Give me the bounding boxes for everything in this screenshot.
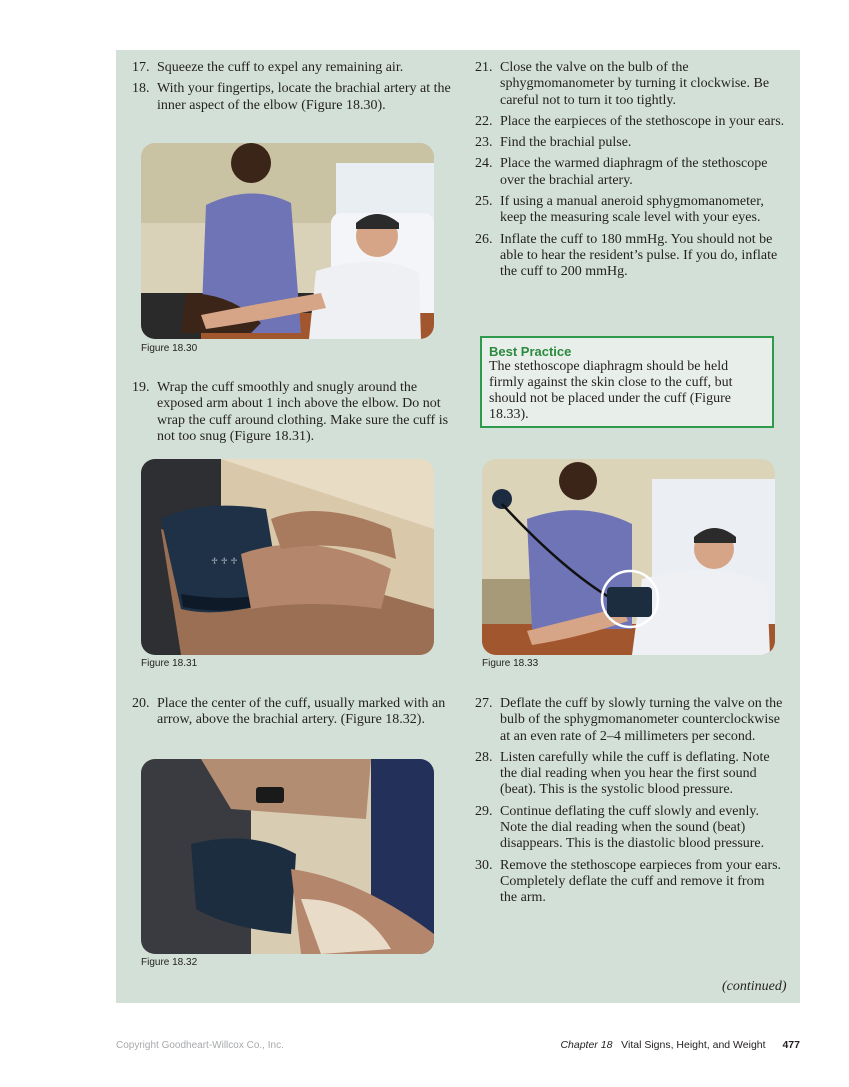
- step-text: If using a manual aneroid sphygmomanometer, keep the measuring scale level with your eyes.: [500, 194, 764, 226]
- chapter-title: Vital Signs, Height, and Weight: [621, 1039, 766, 1051]
- steps-list-21-26: [460, 60, 785, 286]
- step-text: Squeeze the cuff to expel any remaining air.: [157, 60, 404, 75]
- step-number: 25.: [475, 194, 493, 210]
- step-text: Wrap the cuff smoothly and snugly around the exposed arm about 1 inch above the elbow. Do not wrap the cuff around clothing. Make sure the cuff is not too snug (Figure 18.31).: [157, 380, 449, 444]
- step-item: [117, 60, 452, 76]
- steps-list-19: [117, 380, 452, 450]
- svg-text:♱ ♱ ♱: ♱ ♱ ♱: [211, 557, 238, 567]
- step-item: [117, 380, 452, 445]
- step-number: 23.: [475, 135, 493, 151]
- step-text: Remove the stethoscope earpieces from your ears. Completely deflate the cuff and remove it from the arm.: [500, 857, 782, 906]
- page-number: 477: [782, 1039, 800, 1051]
- step-text: Continue deflating the cuff slowly and evenly. Note the dial reading when the sound (beat) disappears. This is the diastolic blood pressure.: [500, 803, 765, 852]
- steps-list-27-30: [460, 696, 785, 912]
- step-text: Deflate the cuff by slowly turning the valve on the bulb of the sphygmomanometer counterclockwise at an even rate of 2–4 millimeters per second.: [500, 696, 783, 744]
- step-item: [460, 232, 785, 281]
- step-number: 21.: [475, 60, 493, 75]
- step-number: 20.: [132, 696, 150, 711]
- step-item: [460, 60, 785, 109]
- step-item: [460, 804, 785, 853]
- page-footer: [560, 1039, 800, 1051]
- figure-18-31-caption: Figure 18.31: [141, 658, 198, 669]
- step-text: Place the earpieces of the stethoscope in your ears.: [500, 113, 785, 129]
- chapter-label: Chapter 18: [560, 1039, 613, 1051]
- step-item: [460, 135, 785, 151]
- step-item: [460, 750, 785, 799]
- step-number: 19.: [132, 380, 150, 395]
- step-item: [117, 696, 452, 729]
- step-number: 26.: [475, 231, 493, 247]
- step-text: Find the brachial pulse.: [500, 135, 632, 151]
- step-item: [460, 696, 785, 745]
- step-number: 22.: [475, 113, 493, 129]
- step-text: Listen carefully while the cuff is deflating. Note the dial reading when you hear the first sound (beat). This is the systolic blood pressure.: [500, 749, 770, 798]
- best-practice-text: The stethoscope diaphragm should be held firmly against the skin close to the cuff, but should not be placed under the cuff (Figure 18.33).: [489, 359, 733, 422]
- best-practice-title: Best Practice: [489, 344, 572, 359]
- step-text: Inflate the cuff to 180 mmHg. You should not be able to hear the resident’s pulse. If you do, inflate the cuff to 200 mmHg.: [500, 231, 778, 280]
- best-practice-box: [480, 336, 774, 428]
- continued-label: (continued): [722, 979, 787, 994]
- step-item: [117, 81, 452, 114]
- copyright-footer: Copyright Goodheart-Willcox Co., Inc.: [116, 1040, 284, 1051]
- steps-list-17-18: [117, 60, 452, 119]
- figure-18-31-photo: [141, 459, 434, 655]
- step-number: 29.: [475, 803, 493, 819]
- step-text: Place the warmed diaphragm of the stethoscope over the brachial artery.: [500, 156, 768, 188]
- step-item: [460, 156, 785, 189]
- step-number: 18.: [132, 81, 150, 97]
- figure-18-33-caption: Figure 18.33: [482, 658, 539, 669]
- step-text: With your fingertips, locate the brachial artery at the inner aspect of the elbow (Figure 18.30).: [157, 81, 451, 113]
- figure-18-32-photo: [141, 759, 434, 954]
- figure-18-30-caption: Figure 18.30: [141, 343, 198, 354]
- figure-18-32-caption: Figure 18.32: [141, 957, 198, 968]
- step-text: Close the valve on the bulb of the sphygmomanometer by turning it clockwise. Be careful not to turn it too tightly.: [500, 60, 770, 108]
- steps-list-20: [117, 696, 452, 734]
- step-item: [460, 114, 785, 130]
- step-number: 17.: [132, 60, 150, 75]
- figure-18-33-photo: [482, 459, 775, 655]
- step-item: [460, 194, 785, 227]
- step-number: 28.: [475, 749, 493, 765]
- step-number: 24.: [475, 156, 493, 172]
- step-number: 30.: [475, 857, 493, 873]
- figure-18-30-photo: [141, 143, 434, 339]
- step-item: [460, 858, 785, 907]
- step-number: 27.: [475, 696, 493, 711]
- step-text: Place the center of the cuff, usually marked with an arrow, above the brachial artery. (Figure 18.32).: [157, 696, 446, 728]
